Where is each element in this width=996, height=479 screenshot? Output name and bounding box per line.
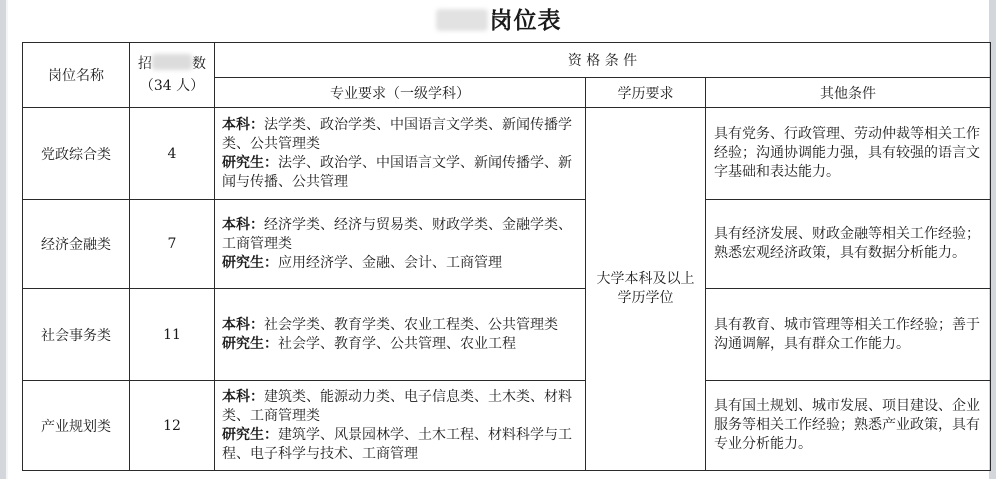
graduate-majors: 应用经济学、金融、会计、工商管理 — [278, 254, 502, 271]
graduate-majors: 建筑学、风景园林学、土木工程、材料科学与工程、电子科学与技术、工商管理 — [222, 426, 572, 462]
table-row — [23, 200, 991, 289]
post-count: 4 — [130, 108, 215, 200]
post-count: 7 — [130, 200, 215, 289]
undergrad-majors: 法学类、政治学类、中国语言文学类、新闻传播学类、公共管理类 — [222, 116, 572, 152]
graduate-label: 研究生： — [222, 335, 278, 352]
post-name: 产业规划类 — [23, 381, 130, 471]
redacted-title-prefix — [436, 9, 488, 31]
undergrad-label: 本科： — [222, 388, 264, 405]
undergrad-label: 本科： — [222, 116, 264, 133]
graduate-majors: 社会学、教育学、公共管理、农业工程 — [278, 335, 516, 352]
title-text: 岗位表 — [489, 7, 562, 34]
header-major: 专业要求（一级学科） — [215, 78, 586, 108]
table-row — [23, 381, 991, 471]
post-name: 经济金融类 — [23, 200, 130, 289]
header-count-total: （34 人） — [139, 78, 205, 94]
education-requirement: 大学本科及以上学历学位 — [586, 108, 706, 471]
header-count-suffix: 数 — [192, 56, 206, 72]
header-other: 其他条件 — [706, 78, 991, 108]
graduate-majors: 法学、政治学、中国语言文学、新闻传播学、新闻与传播、公共管理 — [222, 154, 572, 190]
other-requirement: 具有国土规划、城市发展、项目建设、企业服务等相关工作经验；熟悉产业政策，具有专业分析能力。 — [706, 381, 991, 471]
major-requirement — [215, 381, 586, 471]
graduate-label: 研究生： — [222, 154, 278, 171]
graduate-label: 研究生： — [222, 426, 278, 443]
document-page — [8, 0, 989, 479]
undergrad-label: 本科： — [222, 316, 264, 333]
redacted-count-label — [152, 54, 192, 70]
major-requirement — [215, 108, 586, 200]
post-count: 12 — [130, 381, 215, 471]
header-count-prefix: 招 — [138, 56, 152, 72]
table-row — [23, 289, 991, 381]
post-name: 社会事务类 — [23, 289, 130, 381]
positions-table — [22, 42, 991, 471]
post-name: 党政综合类 — [23, 108, 130, 200]
major-requirement — [215, 200, 586, 289]
major-requirement — [215, 289, 586, 381]
undergrad-majors: 社会学类、教育学类、农业工程类、公共管理类 — [264, 316, 558, 333]
undergrad-majors: 建筑类、能源动力类、电子信息类、土木类、材料类、工商管理类 — [222, 388, 572, 424]
header-row-1 — [23, 43, 991, 78]
other-requirement: 具有教育、城市管理等相关工作经验；善于沟通调解，具有群众工作能力。 — [706, 289, 991, 381]
other-requirement: 具有经济发展、财政金融等相关工作经验；熟悉宏观经济政策，具有数据分析能力。 — [706, 200, 991, 289]
undergrad-majors: 经济学类、经济与贸易类、财政学类、金融学类、工商管理类 — [222, 216, 572, 252]
graduate-label: 研究生： — [222, 254, 278, 271]
header-count — [130, 43, 215, 108]
undergrad-label: 本科： — [222, 216, 264, 233]
viewer-left-edge — [0, 0, 6, 479]
page-title — [8, 4, 989, 38]
header-education: 学历要求 — [586, 78, 706, 108]
other-requirement: 具有党务、行政管理、劳动仲裁等相关工作经验；沟通协调能力强，具有较强的语言文字基础和表达能力。 — [706, 108, 991, 200]
header-qualification: 资 格 条 件 — [215, 43, 991, 78]
header-post-name: 岗位名称 — [23, 43, 130, 108]
table-row — [23, 108, 991, 200]
post-count: 11 — [130, 289, 215, 381]
